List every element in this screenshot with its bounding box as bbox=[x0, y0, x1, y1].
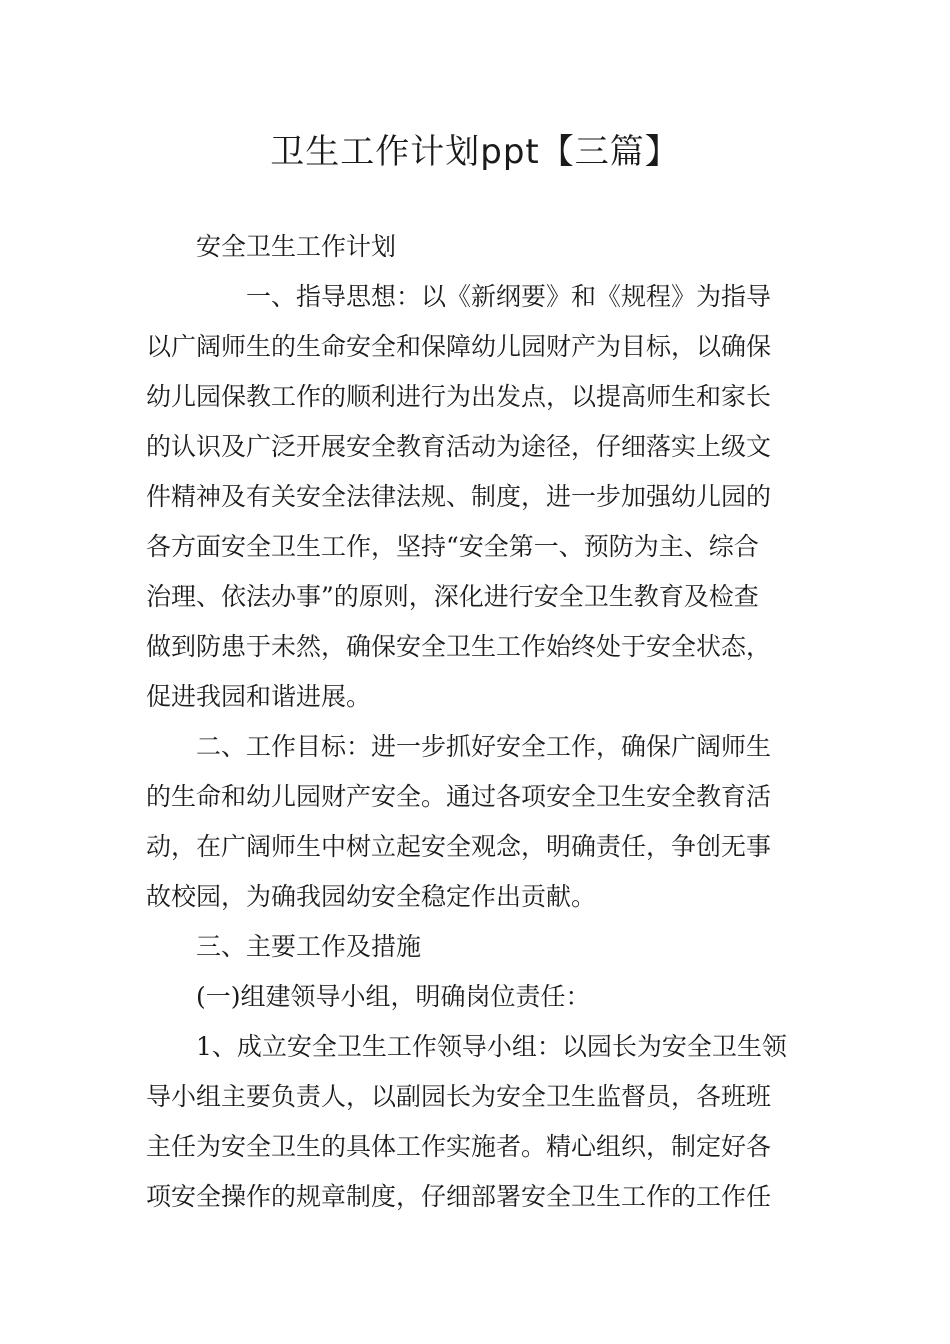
paragraph-line: 各方面安全卫生工作，坚持“安全第一、预防为主、综合 bbox=[146, 532, 759, 561]
paragraph-line: 1、成立安全卫生工作领导小组：以园长为安全卫生领 bbox=[196, 1032, 787, 1061]
paragraph-line: 导小组主要负责人，以副园长为安全卫生监督员，各班班 bbox=[146, 1082, 772, 1111]
paragraph-line: 主任为安全卫生的具体工作实施者。精心组织，制定好各 bbox=[146, 1132, 772, 1161]
paragraph-line: 项安全操作的规章制度，仔细部署安全卫生工作的工作任 bbox=[146, 1182, 772, 1211]
paragraph-line: 一、指导思想：以《新纲要》和《规程》为指导 bbox=[246, 282, 772, 311]
document-body bbox=[146, 222, 811, 1222]
section-heading: 三、主要工作及措施 bbox=[196, 932, 422, 961]
section-heading: 安全卫生工作计划 bbox=[196, 232, 397, 261]
paragraph-line: 治理、依法办事”的原则，深化进行安全卫生教育及检查 bbox=[146, 582, 759, 611]
paragraph-line: 动，在广阔师生中树立起安全观念，明确责任，争创无事 bbox=[146, 832, 772, 861]
paragraph-line: 做到防患于未然，确保安全卫生工作始终处于安全状态， bbox=[146, 632, 772, 661]
paragraph-line: 二、工作目标：进一步抓好安全工作，确保广阔师生 bbox=[196, 732, 772, 761]
paragraph-line: 促进我园和谐进展。 bbox=[146, 682, 372, 711]
document-title: 卫生工作计划ppt【三篇】 bbox=[270, 132, 680, 172]
paragraph-line: 的认识及广泛开展安全教育活动为途径，仔细落实上级文 bbox=[146, 432, 772, 461]
paragraph-line: 以广阔师生的生命安全和保障幼儿园财产为目标，以确保 bbox=[146, 332, 772, 361]
subsection-heading: (一)组建领导小组，明确岗位责任： bbox=[196, 982, 591, 1011]
paragraph-line: 的生命和幼儿园财产安全。通过各项安全卫生安全教育活 bbox=[146, 782, 772, 811]
paragraph-line: 幼儿园保教工作的顺利进行为出发点，以提高师生和家长 bbox=[146, 382, 772, 411]
paragraph-line: 故校园，为确我园幼安全稳定作出贡献。 bbox=[146, 882, 597, 911]
paragraph-line: 件精神及有关安全法律法规、制度，进一步加强幼儿园的 bbox=[146, 482, 772, 511]
